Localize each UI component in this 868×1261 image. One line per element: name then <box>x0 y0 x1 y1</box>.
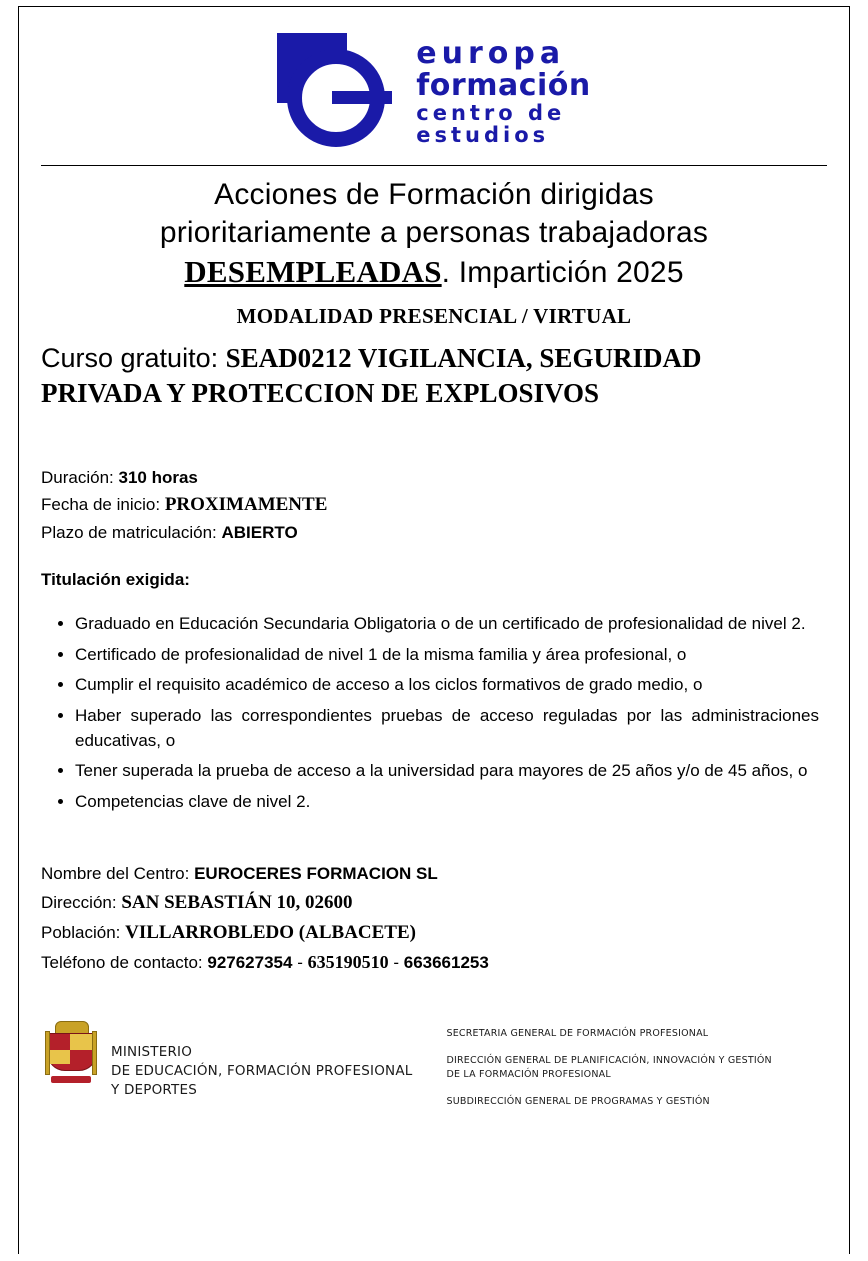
centre-address-row <box>41 888 827 918</box>
requirements-list <box>41 612 827 814</box>
ministry-line-3: Y DEPORTES <box>111 1081 197 1098</box>
duration-label: Duración: <box>41 468 114 488</box>
course-heading <box>41 341 827 411</box>
org-line-1: SECRETARIA GENERAL DE FORMACIÓN PROFESIONAL <box>446 1028 709 1040</box>
start-date-value: PROXIMAMENTE <box>164 494 328 516</box>
header-divider <box>41 165 827 166</box>
detail-start-date <box>41 491 827 520</box>
ministry-line-2: DE EDUCACIÓN, FORMACIÓN PROFESIONAL <box>111 1062 413 1079</box>
duration-value: 310 horas <box>118 468 198 488</box>
document-footer <box>41 1021 827 1121</box>
detail-enrollment <box>41 520 827 546</box>
centre-town-label: Población: <box>41 923 121 943</box>
europa-formacion-logo-icon <box>277 33 402 151</box>
centre-info <box>41 860 827 977</box>
org-line-3: SUBDIRECCIÓN GENERAL DE PROGRAMAS Y GESTIÓN <box>446 1095 710 1107</box>
document-page <box>18 6 850 1254</box>
course-details <box>41 465 827 546</box>
logo-line-1: europa <box>416 35 566 71</box>
logo-line-4: estudios <box>416 122 550 147</box>
detail-duration <box>41 465 827 491</box>
page-title-line-2: prioritariamente a personas trabajadoras <box>159 216 709 250</box>
centre-phone-row <box>41 948 827 977</box>
logo-wordmark <box>416 35 591 147</box>
brand-logo <box>41 21 827 161</box>
centre-town-value: VILLARROBLEDO (ALBACETE) <box>125 922 416 944</box>
enrollment-value: ABIERTO <box>221 523 298 543</box>
organisation-units <box>446 1021 776 1121</box>
start-date-label: Fecha de inicio: <box>41 495 161 515</box>
centre-name-row <box>41 860 827 887</box>
ministry-name <box>111 1043 412 1100</box>
centre-phone-3: 663661253 <box>403 953 489 973</box>
centre-phone-2: 635190510 <box>307 952 389 973</box>
list-item: • Graduado en Educación Secundaria Obligatoria o de un certificado de profesionalidad de nivel 2. <box>75 612 827 637</box>
list-item: • Haber superado las correspondientes pruebas de acceso reguladas por las administraciones educativas, o <box>75 704 827 753</box>
page-title-emphasis: DESEMPLEADAS <box>184 254 442 290</box>
page-title <box>41 176 827 292</box>
list-item: • Certificado de profesionalidad de nivel 1 de la misma familia y área profesional, o <box>75 643 827 668</box>
centre-address-label: Dirección: <box>41 892 117 912</box>
page-title-line-1: Acciones de Formación dirigidas <box>214 178 654 211</box>
list-item: • Cumplir el requisito académico de acceso a los ciclos formativos de grado medio, o <box>75 673 827 698</box>
logo-line-3: centro de <box>416 100 566 125</box>
phone-separator-1: - <box>297 953 303 973</box>
page-subtitle: MODALIDAD PRESENCIAL / VIRTUAL <box>236 304 632 329</box>
phone-separator-2: - <box>393 953 399 973</box>
centre-phone-label: Teléfono de contacto: <box>41 953 203 973</box>
requirements-heading: Titulación exigida: <box>41 570 190 589</box>
centre-phone-1: 927627354 <box>207 953 293 973</box>
course-code-name: SEAD0212 VIGILANCIA, SEGURIDAD PRIVADA Y PROTECCION DE EXPLOSIVOS <box>41 343 702 409</box>
centre-name-label: Nombre del Centro: <box>41 864 190 884</box>
page-title-line-3 <box>41 252 827 292</box>
spain-coat-of-arms-icon <box>45 1021 97 1083</box>
ministry-line-1: MINISTERIO <box>111 1043 193 1060</box>
list-item: • Tener superada la prueba de acceso a la universidad para mayores de 25 años y/o de 45 años, o <box>75 759 827 784</box>
page-title-tail: . Impartición 2025 <box>441 256 684 290</box>
list-item: • Competencias clave de nivel 2. <box>75 790 827 815</box>
centre-address-value: SAN SEBASTIÁN 10, 02600 <box>121 891 353 913</box>
enrollment-label: Plazo de matriculación: <box>41 523 217 543</box>
centre-town-row <box>41 918 827 948</box>
centre-name-value: EUROCERES FORMACION SL <box>194 864 438 884</box>
logo-line-2: formación <box>416 67 591 103</box>
course-prefix: Curso gratuito: <box>41 343 219 374</box>
org-line-2: DIRECCIÓN GENERAL DE PLANIFICACIÓN, INNOVACIÓN Y GESTIÓN DE LA FORMACIÓN PROFESIONAL <box>446 1055 772 1080</box>
